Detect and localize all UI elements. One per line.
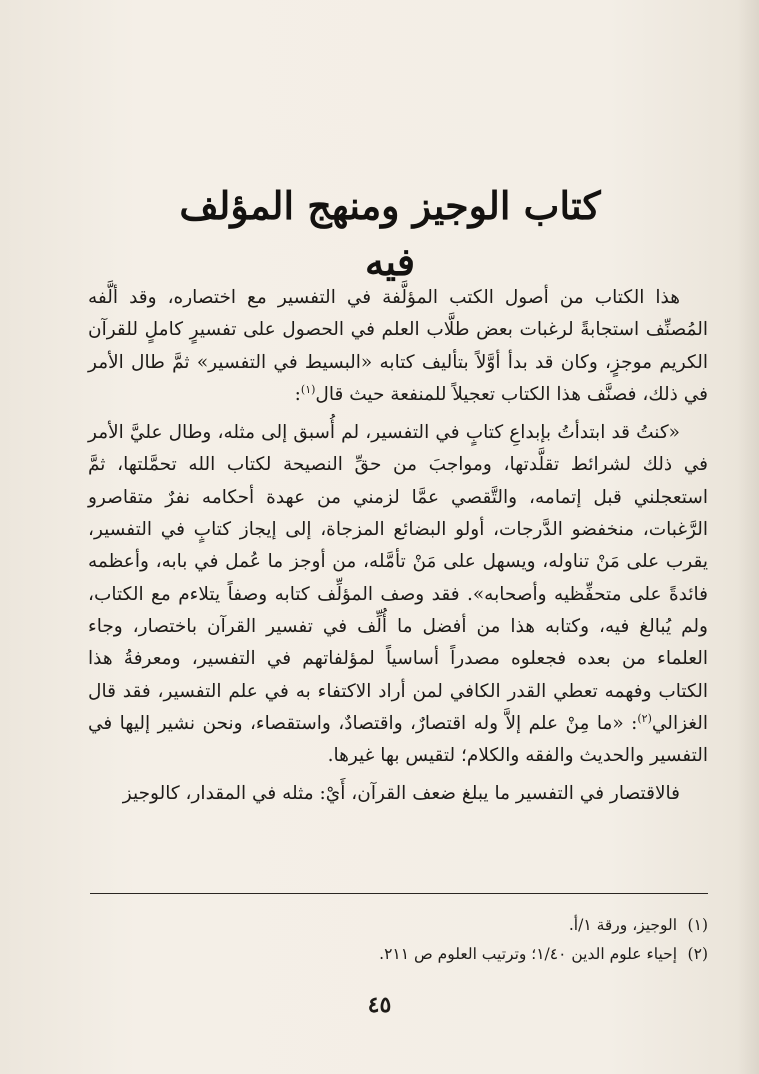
paragraph-intro bbox=[88, 282, 708, 411]
footnote-1-number: (١) bbox=[687, 916, 708, 934]
paragraph-intro-text: هذا الكتاب من أصول الكتب المؤلَّفة في التفسير مع اختصاره، وقد ألَّفه المُصنِّف استجابةً لرغبات بعض طلَّاب العلم في الحصول على تفسيرٍ كاملٍ للقرآن الكريم موجزٍ، وكان قد بدأ أوَّلاً بتأليف كتابه «البسيط في التفسير» ثمَّ طال الأمر في ذلك، فصنَّف هذا الكتاب تعجيلاً للمنفعة حيث قال bbox=[88, 287, 708, 405]
page-edge-shadow bbox=[737, 0, 759, 1074]
main-text bbox=[88, 282, 708, 811]
chapter-heading: كتاب الوجيز ومنهج المؤلف فيه bbox=[179, 183, 601, 284]
footnotes bbox=[88, 911, 708, 969]
paragraph-quote bbox=[88, 417, 708, 772]
paragraph-quote-end: : «ما مِنْ علم إلاَّ وله اقتصارٌ، واقتصادٌ، واستقصاء، ونحن نشير إليها في التفسير والحديث والفقه والكلام؛ لتقيس بها غيرها. bbox=[88, 712, 708, 767]
paragraph-quote-text: «كنتُ قد ابتدأتُ بإبداعِ كتابٍ في التفسير، لم أُسبق إلى مثله، وطال عليَّ الأمر في ذلك لشرائط تقلَّدتها، ومواجبَ من حقِّ النصيحة لكتاب الله تحمَّلتها، ثمَّ استعجلني قبل إتمامه، والتَّقصي عمَّا لزمني من عهدة أحكامه نفرٌ متقاصرو الرَّغبات، منخفضو الدَّرجات، أولو البضائع المزجاة، إلى إيجاز كتابٍ في التفسير، يقرب على مَنْ تناوله، ويسهل على مَنْ تأمَّله، من أوجز ما عُمل في بابه، وأعظمه فائدةً على متحفِّظيه وأصحابه». فقد وصف المؤلِّف كتابه وصفاً يتلاءم مع الكتاب، ولم يُبالغ فيه، وكتابه هذا من أفضل ما أُلِّف في تفسير القرآن باختصار، وجاء العلماء من بعده فجعلوه مصدراً أساسياً لمؤلفاتهم في التفسير، ومعرفةُ هذا الكتاب وفهمه تعطي القدر الكافي لمن أراد الاكتفاء به في علم التفسير، فقد قال الغزالي bbox=[88, 422, 708, 734]
footnote-ref-1[interactable]: (١) bbox=[300, 382, 316, 396]
footnote-2-number: (٢) bbox=[687, 945, 708, 963]
footnote-1 bbox=[88, 911, 708, 940]
footnote-1-text: الوجيز، ورقة ١/أ. bbox=[568, 916, 678, 934]
paragraph-iqtisar: فالاقتصار في التفسير ما يبلغ ضعف القرآن، أَيْ: مثله في المقدار، كالوجيز bbox=[122, 783, 680, 805]
footnote-2 bbox=[88, 940, 708, 969]
footnote-2-text: إحياء علوم الدين ١/٤٠؛ وترتيب العلوم ص ٢١١. bbox=[379, 945, 678, 963]
paragraph-intro-end: : bbox=[294, 383, 301, 405]
footnote-divider bbox=[90, 893, 708, 894]
footnote-ref-2[interactable]: (٢) bbox=[637, 711, 652, 725]
page-number: ٤٥ bbox=[367, 992, 392, 1018]
